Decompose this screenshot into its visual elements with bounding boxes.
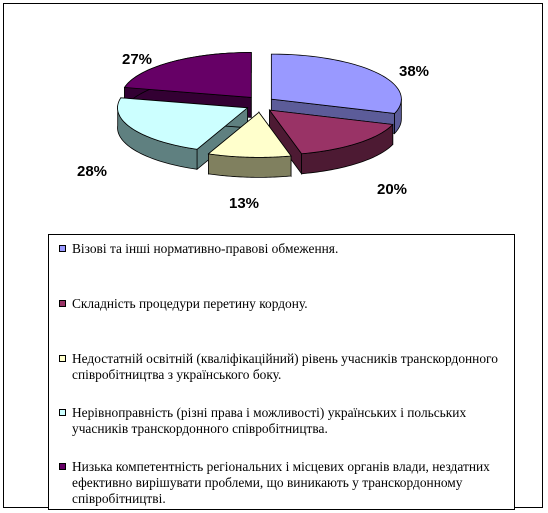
legend-label: Візові та інші нормативно-правові обмеження. (72, 241, 339, 256)
legend-label: Недостатній освітній (кваліфікаційний) рівень учасників транскордонного співробітництва з українського боку. (72, 351, 498, 382)
legend-swatch (59, 463, 66, 470)
pie-chart (4, 4, 544, 229)
slice-value-label: 13% (228, 195, 260, 212)
legend-item (59, 405, 509, 437)
legend-swatch (59, 409, 66, 416)
legend (48, 234, 515, 510)
slice-value-label: 38% (398, 63, 430, 80)
legend-item (59, 296, 509, 312)
slice-value-label: 27% (121, 51, 153, 68)
chart-frame (3, 3, 543, 508)
legend-label: Складність процедури перетину кордону. (72, 296, 308, 311)
legend-item (59, 351, 509, 383)
legend-swatch (59, 300, 66, 307)
slice-value-label: 28% (76, 163, 108, 180)
slice-value-label: 20% (376, 181, 408, 198)
legend-item (59, 241, 509, 257)
legend-label: Нерівноправність (різні права і можливості) українських і польських учасників транскордонного співробітництва. (72, 405, 467, 436)
legend-swatch (59, 245, 66, 252)
legend-label: Низька компетентність регіональних і місцевих органів влади, нездатних ефективно вирішувати проблеми, що виникають у транскордонному співробітництві. (72, 459, 490, 506)
legend-item (59, 459, 509, 507)
legend-swatch (59, 355, 66, 362)
